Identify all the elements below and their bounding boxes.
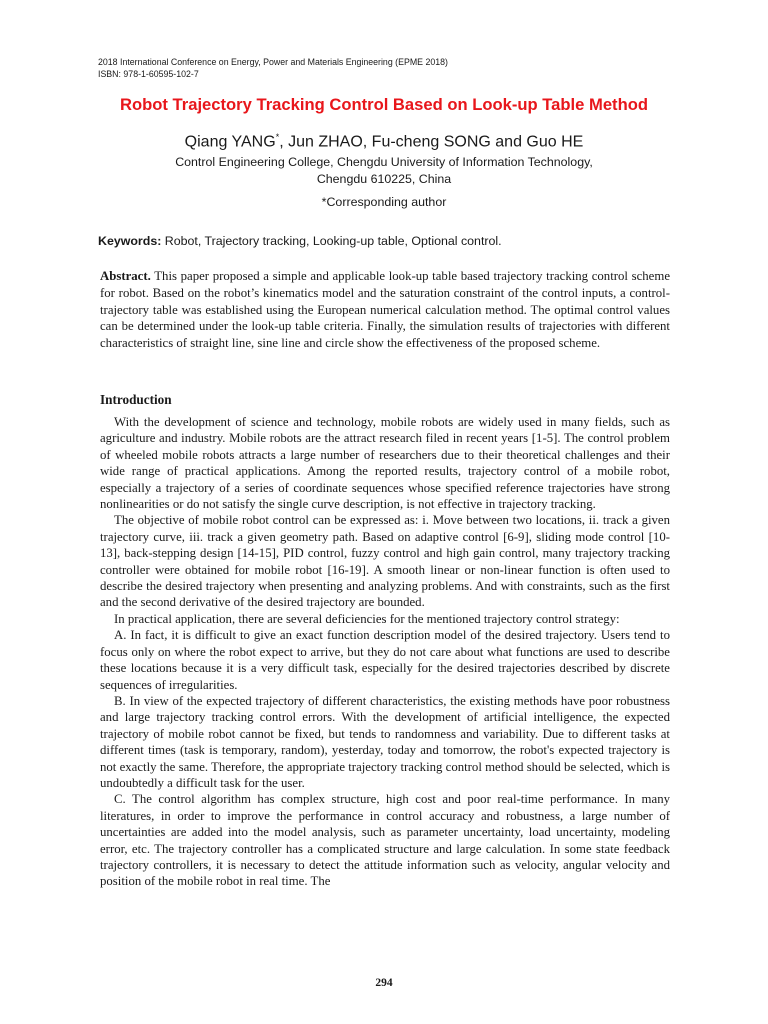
- intro-paragraph: The objective of mobile robot control can be expressed as: i. Move between two locations, ii. track a given trajectory curve, iii. track a given geometry path. Based on adaptive control [6-9], sliding mode control [10-13], back-stepping design [14-15], PID control, fuzzy control and high gain control, many trajectory tracking controller were obtained for mobile robot [16-19]. A smooth linear or non-linear function is often used to describe the desired trajectory when presenting and analyzing problems. And with constraints, such as the first and the second derivative of the desired trajectory are bounded.: [100, 513, 670, 610]
- author-first: Qiang YANG: [184, 133, 276, 151]
- intro-paragraph: A. In fact, it is difficult to give an exact function description model of the desired trajectory. Users tend to focus only on where the robot expect to arrive, but they do not care about what functions are used to describe these locations because it is a very difficult task, especially for the desired trajectories described by discrete sequences of irregularities.: [100, 628, 670, 692]
- abstract: [100, 268, 670, 352]
- corresponding-mark: *: [275, 132, 280, 142]
- isbn: ISBN: 978-1-60595-102-7: [98, 69, 199, 79]
- author-rest: , Jun ZHAO, Fu-cheng SONG and Guo HE: [279, 133, 584, 151]
- affiliation-line-1: Control Engineering College, Chengdu University of Information Technology,: [175, 155, 593, 169]
- introduction-body: [100, 414, 670, 890]
- page-number: 294: [375, 977, 393, 989]
- section-heading-introduction: Introduction: [100, 392, 172, 407]
- corresponding-author-note: *Corresponding author: [321, 195, 447, 209]
- author-list: [0, 127, 768, 152]
- intro-paragraph: B. In view of the expected trajectory of different characteristics, the existing methods have poor robustness and large trajectory tracking control errors. With the development of artificial intelligence, the expected trajectory of mobile robot cannot be fixed, but tends to randomness and variability. Due to different tasks at different times (task is temporary, random), yesterday, today and tomorrow, the robot's expected trajectory is not exactly the same. Therefore, the appropriate trajectory tracking control method should be selected, which is undoubtedly a difficult task for the user.: [100, 693, 670, 790]
- keywords: [98, 233, 673, 249]
- abstract-label: Abstract.: [100, 269, 151, 283]
- conference-header: [98, 56, 698, 80]
- abstract-text: This paper proposed a simple and applicable look-up table based trajectory tracking control scheme for robot. Based on the robot’s kinematics model and the saturation constraint of the control inputs, a control-trajectory table was established using the European numerical calculation method. The optimal control values can be determined under the look-up table criteria. Finally, the simulation results of trajectories with different characteristics of straight line, sine line and circle show the effectiveness of the proposed scheme.: [100, 269, 670, 351]
- affiliation: [0, 154, 768, 187]
- affiliation-line-2: Chengdu 610225, China: [316, 171, 452, 186]
- paper-title: Robot Trajectory Tracking Control Based on Look-up Table Method: [120, 95, 648, 114]
- conference-name: 2018 International Conference on Energy, Power and Materials Engineering (EPME 2018): [98, 57, 448, 67]
- keywords-text: Robot, Trajectory tracking, Looking-up table, Optional control.: [161, 234, 502, 248]
- intro-paragraph: With the development of science and technology, mobile robots are widely used in many fields, such as agriculture and industry. Mobile robots are the attract research filed in recent years [1-5]. The control problem of wheeled mobile robots attracts a large number of researchers due to their theoretical challenges and their wide range of practical applications. Among the reported results, trajectory control of a mobile robot, especially a trajectory of a series of coordinate sequences whose specified reference trajectories have strong nonlinearities or do not satisfy the single curve description, is not effective in trajectory tracking.: [100, 415, 670, 512]
- keywords-label: Keywords:: [98, 234, 162, 248]
- intro-paragraph: In practical application, there are several deficiencies for the mentioned trajectory control strategy:: [114, 611, 620, 626]
- intro-paragraph: C. The control algorithm has complex structure, high cost and poor real-time performance. In many literatures, in order to improve the performance in control accuracy and robustness, a large number of uncertainties are added into the model analysis, such as parameter uncertainty, load uncertainty, modeling error, etc. The trajectory controller has a complicated structure and large calculation. In some state feedback trajectory controllers, it is necessary to detect the attitude information such as velocity, angular velocity and position of the mobile robot in real time. The: [100, 792, 670, 889]
